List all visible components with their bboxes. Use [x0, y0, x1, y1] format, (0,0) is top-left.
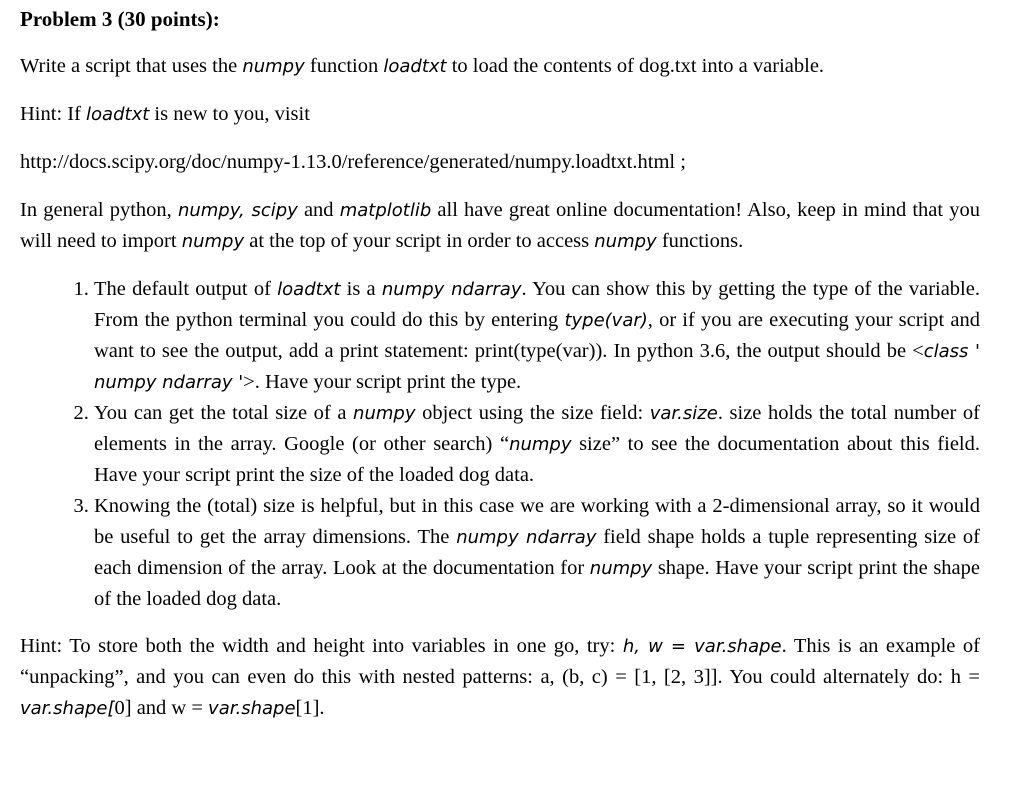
- code-term: numpy: [353, 403, 416, 424]
- code-term: class ' numpy ndarray ': [94, 341, 980, 393]
- text-run: is new to you, visit: [149, 103, 310, 125]
- code-term: type(var): [564, 310, 648, 331]
- text-run: size” to see the documentation about this field. Have your script print the size of the loaded dog data.: [94, 433, 980, 486]
- code-term: loadtxt: [86, 104, 150, 125]
- text-run: >. Have your script print the type.: [243, 371, 522, 393]
- documentation-url[interactable]: http://docs.scipy.org/doc/numpy-1.13.0/reference/generated/numpy.loadtxt.html ;: [20, 151, 686, 173]
- code-term: numpy ndarray: [381, 279, 522, 300]
- code-term: numpy: [594, 231, 657, 252]
- text-run: all have great online documentation! Also, keep in mind that you will need to import: [20, 199, 980, 252]
- text-run: You can get the total size of a: [94, 402, 354, 424]
- task-list: [20, 274, 980, 615]
- code-term: var.size: [649, 403, 718, 424]
- text-run: function: [304, 55, 384, 77]
- code-term: var.shape: [208, 698, 296, 719]
- code-term: var.shape[: [20, 698, 115, 719]
- text-run: Hint: To store both the width and height into variables in one go, try:: [20, 635, 623, 657]
- text-run: . size holds the total number of elements in the array. Google (or other search) “: [94, 402, 980, 455]
- code-term: numpy: [242, 56, 305, 77]
- text-run: object using the size field:: [415, 402, 650, 424]
- code-term: loadtxt: [277, 279, 341, 300]
- text-run: functions.: [656, 230, 744, 252]
- text-run: Write a script that uses the: [20, 55, 243, 77]
- text-run: In general python,: [20, 199, 178, 221]
- text-run: shape. Have your script print the shape of the loaded dog data.: [94, 557, 980, 610]
- text-run: to load the contents of dog.txt into a variable.: [446, 55, 825, 77]
- list-item: [94, 274, 980, 398]
- general-paragraph: [20, 195, 980, 257]
- code-term: numpy, scipy: [177, 200, 298, 221]
- text-run: and: [297, 199, 340, 221]
- text-run: field shape holds a tuple representing size of each dimension of the array. Look at the documentation for: [94, 526, 980, 579]
- list-item: [94, 398, 980, 491]
- code-term: numpy: [181, 231, 245, 252]
- problem-document: [20, 0, 980, 724]
- text-run: 0] and w =: [114, 697, 209, 719]
- code-term: loadtxt: [383, 56, 447, 77]
- text-run: . You can show this by getting the type of the variable. From the python terminal you could do this by entering: [94, 278, 980, 331]
- text-run: , or if you are executing your script and want to see the output, add a print statement: print(type(var)). In python 3.6, the output should be <: [94, 309, 980, 362]
- instruction-paragraph: [20, 51, 980, 82]
- code-term: numpy: [509, 434, 572, 455]
- text-run: Hint: If: [20, 103, 87, 125]
- problem-title: Problem 3 (30 points):: [20, 7, 220, 31]
- code-term: matplotlib: [339, 200, 432, 221]
- code-term: numpy: [589, 558, 653, 579]
- list-item: [94, 491, 980, 615]
- text-run: is a: [340, 278, 382, 300]
- code-term: h, w = var.shape: [622, 636, 782, 657]
- code-term: numpy ndarray: [456, 527, 597, 548]
- text-run: The default output of: [94, 278, 278, 300]
- hint-paragraph: [20, 99, 980, 130]
- text-run: at the top of your script in order to access: [244, 230, 595, 252]
- text-run: . This is an example of “unpacking”, and you can even do this with nested patterns: a, (b, c) = [1, [2, 3]]. You could alternately do: h =: [20, 635, 980, 688]
- text-run: Knowing the (total) size is helpful, but in this case we are working with a 2-dimensional array, so it would be useful to get the array dimensions. The: [94, 495, 980, 548]
- unpacking-hint: [20, 631, 980, 724]
- text-run: [1].: [295, 697, 325, 719]
